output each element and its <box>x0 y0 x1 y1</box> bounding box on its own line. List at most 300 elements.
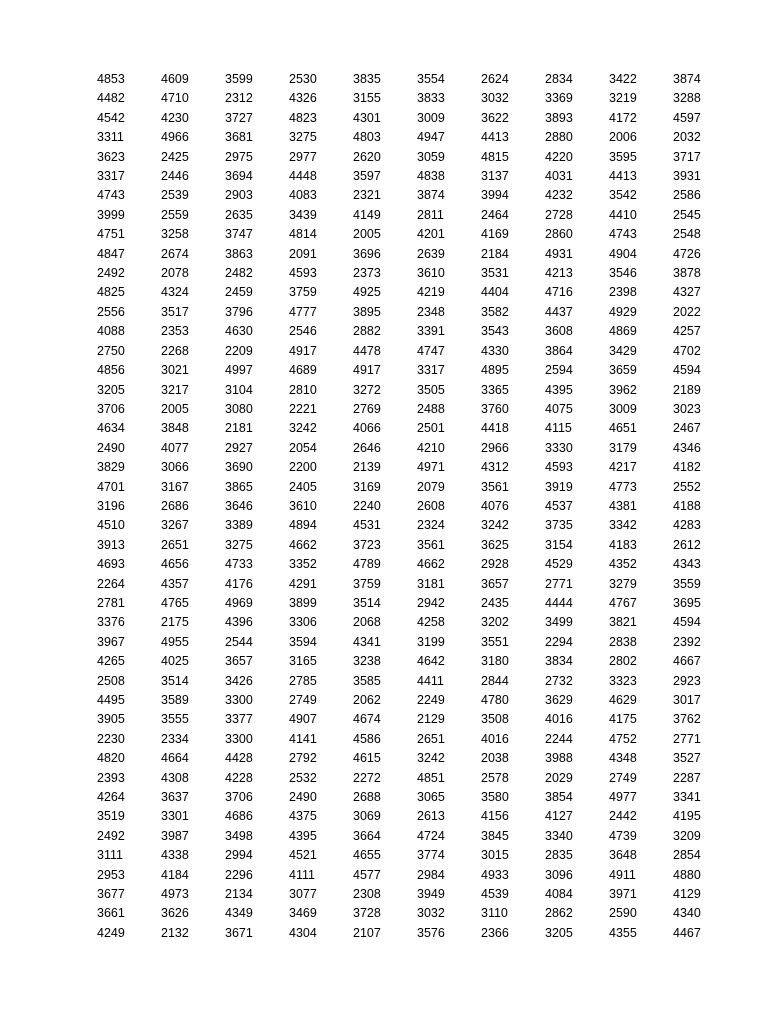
table-cell: 3727 <box>225 110 253 125</box>
table-cell: 3551 <box>481 634 509 649</box>
table-cell: 3205 <box>97 382 125 397</box>
table-cell: 4955 <box>161 634 189 649</box>
table-cell: 3657 <box>481 576 509 591</box>
table-cell: 2446 <box>161 169 189 184</box>
table-cell: 4577 <box>353 867 381 882</box>
table-cell: 2608 <box>417 498 445 513</box>
table-cell: 2613 <box>417 809 445 824</box>
table-cell: 2546 <box>289 324 317 339</box>
table-cell: 3238 <box>353 654 381 669</box>
table-cell: 2769 <box>353 401 381 416</box>
table-cell: 3931 <box>673 169 701 184</box>
table-cell: 2732 <box>545 673 573 688</box>
table-cell: 2482 <box>225 266 253 281</box>
table-row <box>97 342 713 361</box>
table-cell: 4220 <box>545 149 573 164</box>
table-cell: 4031 <box>545 169 573 184</box>
table-cell: 4357 <box>161 576 189 591</box>
table-row <box>97 109 713 128</box>
table-cell: 4201 <box>417 227 445 242</box>
table-cell: 4077 <box>161 440 189 455</box>
table-cell: 2393 <box>97 770 125 785</box>
table-cell: 3317 <box>417 363 445 378</box>
table-cell: 3988 <box>545 751 573 766</box>
table-cell: 2928 <box>481 557 509 572</box>
table-cell: 3559 <box>673 576 701 591</box>
table-cell: 4907 <box>289 712 317 727</box>
table-row <box>97 264 713 283</box>
table-cell: 4312 <box>481 460 509 475</box>
table-cell: 2578 <box>481 770 509 785</box>
table-row <box>97 730 713 749</box>
table-cell: 2181 <box>225 421 253 436</box>
table-row <box>97 633 713 652</box>
table-cell: 4341 <box>353 634 381 649</box>
table-cell: 2903 <box>225 188 253 203</box>
table-row <box>97 419 713 438</box>
table-cell: 3962 <box>609 382 637 397</box>
table-cell: 2129 <box>417 712 445 727</box>
table-cell: 3531 <box>481 266 509 281</box>
table-cell: 3032 <box>481 91 509 106</box>
table-cell: 4249 <box>97 925 125 940</box>
table-cell: 3657 <box>225 654 253 669</box>
table-cell: 3623 <box>97 149 125 164</box>
table-cell: 4789 <box>353 557 381 572</box>
table-cell: 4343 <box>673 557 701 572</box>
table-cell: 2927 <box>225 440 253 455</box>
table-cell: 3376 <box>97 615 125 630</box>
table-cell: 2854 <box>673 848 701 863</box>
table-row <box>97 400 713 419</box>
table-cell: 4304 <box>289 925 317 940</box>
table-cell: 3994 <box>481 188 509 203</box>
table-row <box>97 691 713 710</box>
table-cell: 2038 <box>481 751 509 766</box>
table-cell: 2862 <box>545 906 573 921</box>
table-cell: 4156 <box>481 809 509 824</box>
table-cell: 3661 <box>97 906 125 921</box>
table-cell: 4467 <box>673 925 701 940</box>
table-cell: 3585 <box>353 673 381 688</box>
table-cell: 4088 <box>97 324 125 339</box>
table-cell: 4773 <box>609 479 637 494</box>
table-cell: 4594 <box>673 615 701 630</box>
table-cell: 3543 <box>481 324 509 339</box>
table-cell: 3626 <box>161 906 189 921</box>
table-cell: 2312 <box>225 91 253 106</box>
table-cell: 4838 <box>417 169 445 184</box>
table-cell: 4971 <box>417 460 445 475</box>
table-cell: 4880 <box>673 867 701 882</box>
table-cell: 2539 <box>161 188 189 203</box>
table-cell: 4395 <box>289 828 317 843</box>
table-cell: 3971 <box>609 887 637 902</box>
table-cell: 3527 <box>673 751 701 766</box>
table-cell: 4182 <box>673 460 701 475</box>
table-row <box>97 128 713 147</box>
table-cell: 4283 <box>673 518 701 533</box>
table-cell: 3694 <box>225 169 253 184</box>
table-cell: 4904 <box>609 246 637 261</box>
table-cell: 2810 <box>289 382 317 397</box>
table-cell: 2490 <box>97 440 125 455</box>
table-cell: 4777 <box>289 304 317 319</box>
table-cell: 4947 <box>417 130 445 145</box>
table-cell: 4066 <box>353 421 381 436</box>
table-cell: 2785 <box>289 673 317 688</box>
table-cell: 4025 <box>161 654 189 669</box>
table-cell: 4176 <box>225 576 253 591</box>
table-cell: 4642 <box>417 654 445 669</box>
table-row <box>97 458 713 477</box>
table-cell: 2268 <box>161 343 189 358</box>
table-cell: 2459 <box>225 285 253 300</box>
table-cell: 4823 <box>289 110 317 125</box>
table-cell: 3695 <box>673 595 701 610</box>
table-cell: 4634 <box>97 421 125 436</box>
table-cell: 3637 <box>161 790 189 805</box>
table-cell: 4213 <box>545 266 573 281</box>
table-cell: 3352 <box>289 557 317 572</box>
table-cell: 4265 <box>97 654 125 669</box>
table-cell: 2062 <box>353 693 381 707</box>
table-cell: 3341 <box>673 790 701 805</box>
table-cell: 2749 <box>609 770 637 785</box>
table-cell: 4917 <box>289 343 317 358</box>
table-row <box>97 710 713 729</box>
table-cell: 3622 <box>481 110 509 125</box>
table-cell: 4931 <box>545 246 573 261</box>
table-cell: 4184 <box>161 867 189 882</box>
table-cell: 3096 <box>545 867 573 882</box>
table-cell: 2287 <box>673 770 701 785</box>
table-row <box>97 613 713 632</box>
table-row <box>97 575 713 594</box>
table-cell: 2405 <box>289 479 317 494</box>
table-cell: 4127 <box>545 809 573 824</box>
table-row <box>97 885 713 904</box>
table-cell: 4301 <box>353 110 381 125</box>
table-cell: 4482 <box>97 91 125 106</box>
table-cell: 2308 <box>353 887 381 902</box>
table-cell: 4111 <box>289 867 315 882</box>
table-cell: 4348 <box>609 751 637 766</box>
table-cell: 4966 <box>161 130 189 145</box>
table-cell: 2005 <box>353 227 381 242</box>
table-cell: 4609 <box>161 72 189 86</box>
table-cell: 2586 <box>673 188 701 203</box>
table-cell: 2838 <box>609 634 637 649</box>
table-cell: 4529 <box>545 557 573 572</box>
table-cell: 4075 <box>545 401 573 416</box>
table-cell: 3848 <box>161 421 189 436</box>
table-cell: 3735 <box>545 518 573 533</box>
table-cell: 3199 <box>417 634 445 649</box>
table-cell: 2006 <box>609 130 637 145</box>
table-cell: 2107 <box>353 925 381 940</box>
table-cell: 4814 <box>289 227 317 242</box>
table-cell: 4232 <box>545 188 573 203</box>
table-cell: 3580 <box>481 790 509 805</box>
table-cell: 3508 <box>481 712 509 727</box>
table-cell: 4352 <box>609 557 637 572</box>
table-cell: 2244 <box>545 731 573 746</box>
table-cell: 2249 <box>417 693 445 707</box>
table-cell: 4428 <box>225 751 253 766</box>
table-cell: 3242 <box>481 518 509 533</box>
table-cell: 3505 <box>417 382 445 397</box>
table-cell: 4693 <box>97 557 125 572</box>
table-cell: 4404 <box>481 285 509 300</box>
table-cell: 2624 <box>481 72 509 86</box>
table-cell: 4847 <box>97 246 125 261</box>
table-cell: 4230 <box>161 110 189 125</box>
table-cell: 4615 <box>353 751 381 766</box>
table-cell: 4851 <box>417 770 445 785</box>
table-cell: 2492 <box>97 828 125 843</box>
table-cell: 4149 <box>353 207 381 222</box>
table-cell: 2425 <box>161 149 189 164</box>
table-row <box>97 924 713 943</box>
table-cell: 3519 <box>97 809 125 824</box>
table-cell: 3279 <box>609 576 637 591</box>
table-cell: 4169 <box>481 227 509 242</box>
table-cell: 3209 <box>673 828 701 843</box>
table-cell: 3874 <box>417 188 445 203</box>
table-cell: 4327 <box>673 285 701 300</box>
table-cell: 3671 <box>225 925 253 940</box>
table-cell: 2321 <box>353 188 381 203</box>
table-cell: 3597 <box>353 169 381 184</box>
table-cell: 3217 <box>161 382 189 397</box>
table-cell: 3422 <box>609 72 637 86</box>
table-cell: 3829 <box>97 460 125 475</box>
table-cell: 3878 <box>673 266 701 281</box>
table-cell: 2923 <box>673 673 701 688</box>
table-cell: 2552 <box>673 479 701 494</box>
table-cell: 3104 <box>225 382 253 397</box>
table-cell: 2975 <box>225 149 253 164</box>
table-cell: 4510 <box>97 518 125 533</box>
table-cell: 2942 <box>417 595 445 610</box>
table-cell: 2635 <box>225 207 253 222</box>
table-cell: 4925 <box>353 285 381 300</box>
table-cell: 4929 <box>609 304 637 319</box>
table-cell: 2091 <box>289 246 317 261</box>
table-row <box>97 303 713 322</box>
table-cell: 3864 <box>545 343 573 358</box>
table-cell: 4710 <box>161 91 189 106</box>
table-cell: 4521 <box>289 848 317 863</box>
table-cell: 3599 <box>225 72 253 86</box>
table-cell: 4629 <box>609 693 637 707</box>
table-row <box>97 361 713 380</box>
table-cell: 2860 <box>545 227 573 242</box>
table-cell: 2771 <box>673 731 701 746</box>
table-cell: 3065 <box>417 790 445 805</box>
table-cell: 3499 <box>545 615 573 630</box>
table-cell: 2749 <box>289 693 317 707</box>
table-cell: 4542 <box>97 110 125 125</box>
table-cell: 4664 <box>161 751 189 766</box>
table-cell: 4437 <box>545 304 573 319</box>
table-cell: 3595 <box>609 149 637 164</box>
table-cell: 3664 <box>353 828 381 843</box>
table-cell: 4537 <box>545 498 573 513</box>
table-cell: 3300 <box>225 731 253 746</box>
table-cell: 3369 <box>545 91 573 106</box>
table-cell: 3774 <box>417 848 445 863</box>
table-cell: 3317 <box>97 169 125 184</box>
table-cell: 4183 <box>609 537 637 552</box>
table-cell: 4716 <box>545 285 573 300</box>
table-cell: 2646 <box>353 440 381 455</box>
table-cell: 3747 <box>225 227 253 242</box>
table-cell: 3514 <box>353 595 381 610</box>
table-cell: 4853 <box>97 72 125 86</box>
table-cell: 3845 <box>481 828 509 843</box>
table-row <box>97 322 713 341</box>
table-row <box>97 788 713 807</box>
table-cell: 4803 <box>353 130 381 145</box>
table-cell: 2005 <box>161 401 189 416</box>
table-cell: 4257 <box>673 324 701 339</box>
table-cell: 3717 <box>673 149 701 164</box>
table-cell: 3696 <box>353 246 381 261</box>
table-cell: 4264 <box>97 790 125 805</box>
table-cell: 3429 <box>609 343 637 358</box>
table-cell: 3576 <box>417 925 445 940</box>
table-cell: 2435 <box>481 595 509 610</box>
table-cell: 3899 <box>289 595 317 610</box>
table-cell: 3242 <box>417 751 445 766</box>
table-cell: 3594 <box>289 634 317 649</box>
table-cell: 3999 <box>97 207 125 222</box>
table-cell: 4346 <box>673 440 701 455</box>
table-cell: 4396 <box>225 615 253 630</box>
table-cell: 4825 <box>97 285 125 300</box>
table-cell: 3469 <box>289 906 317 921</box>
table-row <box>97 148 713 167</box>
table-cell: 3706 <box>225 790 253 805</box>
table-cell: 4115 <box>545 421 572 436</box>
table-cell: 3625 <box>481 537 509 552</box>
table-cell: 4667 <box>673 654 701 669</box>
table-cell: 3610 <box>289 498 317 513</box>
table-cell: 4478 <box>353 343 381 358</box>
table-cell: 4689 <box>289 363 317 378</box>
table-cell: 2221 <box>289 401 317 416</box>
table-cell: 3275 <box>225 537 253 552</box>
table-cell: 4726 <box>673 246 701 261</box>
table-cell: 4702 <box>673 343 701 358</box>
table-cell: 3874 <box>673 72 701 86</box>
table-cell: 2078 <box>161 266 189 281</box>
table-cell: 4326 <box>289 91 317 106</box>
table-row <box>97 497 713 516</box>
table-row <box>97 866 713 885</box>
table-cell: 4662 <box>417 557 445 572</box>
table-cell: 3258 <box>161 227 189 242</box>
table-cell: 2548 <box>673 227 701 242</box>
table-cell: 3300 <box>225 693 253 707</box>
table-cell: 2348 <box>417 304 445 319</box>
table-cell: 4308 <box>161 770 189 785</box>
table-cell: 3323 <box>609 673 637 688</box>
table-cell: 3546 <box>609 266 637 281</box>
table-cell: 3009 <box>609 401 637 416</box>
table-cell: 2994 <box>225 848 253 863</box>
table-cell: 4410 <box>609 207 637 222</box>
table-cell: 4330 <box>481 343 509 358</box>
table-cell: 3365 <box>481 382 509 397</box>
table-cell: 2264 <box>97 576 125 591</box>
table-cell: 3205 <box>545 925 573 940</box>
table-cell: 3179 <box>609 440 637 455</box>
table-cell: 3760 <box>481 401 509 416</box>
table-row <box>97 283 713 302</box>
table-cell: 3706 <box>97 401 125 416</box>
table-cell: 3517 <box>161 304 189 319</box>
table-cell: 2984 <box>417 867 445 882</box>
table-cell: 3219 <box>609 91 637 106</box>
table-cell: 3554 <box>417 72 445 86</box>
table-row <box>97 672 713 691</box>
table-cell: 4228 <box>225 770 253 785</box>
table-cell: 3242 <box>289 421 317 436</box>
table-cell: 4586 <box>353 731 381 746</box>
table-cell: 2639 <box>417 246 445 261</box>
table-cell: 4016 <box>545 712 573 727</box>
table-cell: 3893 <box>545 110 573 125</box>
table-cell: 3834 <box>545 654 573 669</box>
table-cell: 2792 <box>289 751 317 766</box>
table-cell: 3391 <box>417 324 445 339</box>
table-cell: 2802 <box>609 654 637 669</box>
table-cell: 3301 <box>161 809 189 824</box>
table-cell: 3833 <box>417 91 445 106</box>
table-cell: 3165 <box>289 654 317 669</box>
table-cell: 2490 <box>289 790 317 805</box>
table-cell: 4593 <box>289 266 317 281</box>
table-cell: 4656 <box>161 557 189 572</box>
table-cell: 2240 <box>353 498 381 513</box>
table-cell: 3967 <box>97 634 125 649</box>
table-cell: 2651 <box>161 537 189 552</box>
table-cell: 2728 <box>545 207 573 222</box>
table-cell: 3389 <box>225 518 253 533</box>
table-row <box>97 536 713 555</box>
table-cell: 2508 <box>97 673 125 688</box>
table-cell: 4411 <box>417 673 444 688</box>
table-cell: 3629 <box>545 693 573 707</box>
table-cell: 4856 <box>97 363 125 378</box>
table-cell: 3728 <box>353 906 381 921</box>
table-row <box>97 206 713 225</box>
table-cell: 3949 <box>417 887 445 902</box>
table-cell: 2620 <box>353 149 381 164</box>
table-cell: 2272 <box>353 770 381 785</box>
table-cell: 4172 <box>609 110 637 125</box>
table-cell: 2530 <box>289 72 317 86</box>
table-cell: 2442 <box>609 809 637 824</box>
table-cell: 4413 <box>609 169 637 184</box>
table-cell: 2545 <box>673 207 701 222</box>
table-cell: 3610 <box>417 266 445 281</box>
table-cell: 2209 <box>225 343 253 358</box>
table-cell: 4076 <box>481 498 509 513</box>
